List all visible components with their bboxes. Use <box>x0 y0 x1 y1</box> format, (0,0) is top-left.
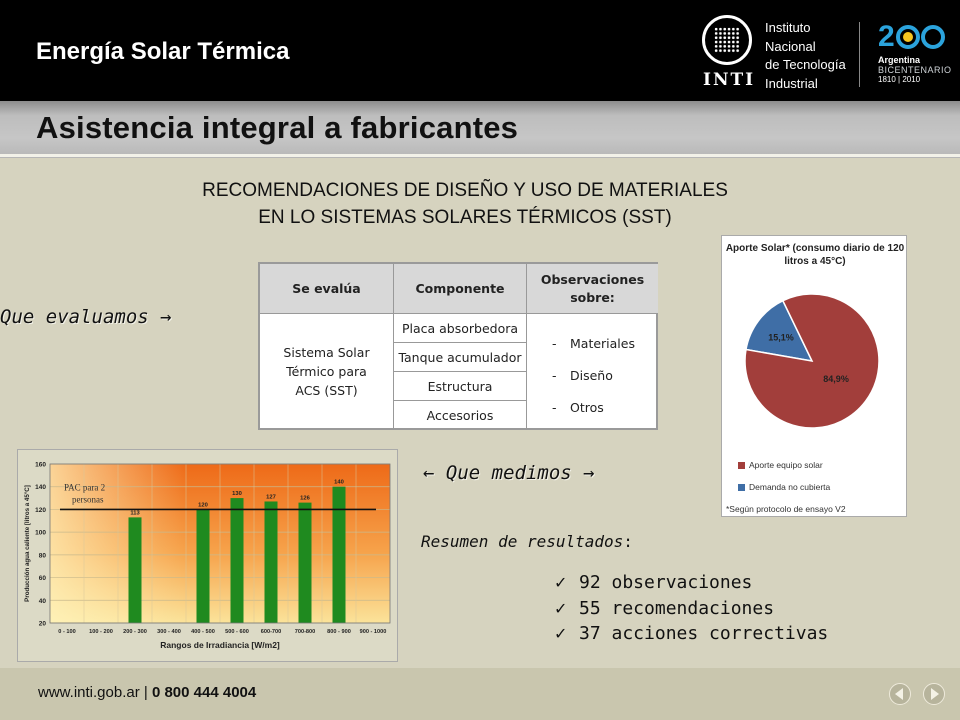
resumen-text: Resumen de resultados <box>421 532 624 551</box>
bar-value-label: 113 <box>130 510 140 517</box>
y-axis-label: Producción agua caliente [litros a 45°C] <box>24 485 31 602</box>
bar-chart-panel <box>17 449 398 662</box>
next-slide-button[interactable] <box>923 683 945 705</box>
bar <box>299 503 312 623</box>
institute-line: de Tecnología <box>765 57 846 72</box>
footer-phone: 0 800 444 4004 <box>151 684 257 701</box>
table-header: Observaciones sobre: <box>527 264 658 314</box>
table-header: Componente <box>394 264 527 314</box>
x-tick-label: 200 - 300 <box>123 629 147 635</box>
x-axis-label: Rangos de Irradiancia [W/m2] <box>160 640 280 650</box>
resumen-colon: : <box>623 532 633 551</box>
y-tick-label: 80 <box>38 552 46 560</box>
x-tick-label: 400 - 500 <box>191 629 215 635</box>
x-tick-label: 0 - 100 <box>58 629 76 635</box>
legend-swatch <box>738 462 745 469</box>
y-tick-label: 120 <box>35 506 46 514</box>
bar-value-label: 126 <box>300 495 310 502</box>
pie-legend-item <box>738 460 823 470</box>
x-tick-label: 300 - 400 <box>157 629 181 635</box>
bar-value-label: 127 <box>266 494 276 501</box>
resumen-label <box>421 532 633 551</box>
inti-logo-text: INTI <box>703 70 756 90</box>
y-tick-label: 40 <box>38 597 46 605</box>
institute-line: Instituto <box>765 20 811 35</box>
x-tick-label: 500 - 600 <box>225 629 249 635</box>
table-cell-component: Estructura <box>394 372 527 401</box>
institute-line: Industrial <box>765 75 818 91</box>
heading-line: EN LO SISTEMAS SOLARES TÉRMICOS (SST) <box>258 207 672 228</box>
pie-data-label: 15,1% <box>768 332 794 343</box>
inti-logo-icon <box>702 15 752 65</box>
bicentenario-number-icon: 2 <box>878 22 948 52</box>
checkmark-icon: ✓ <box>554 573 568 592</box>
reference-line-label: personas <box>72 494 104 505</box>
bar <box>333 487 346 623</box>
bar-chart <box>18 450 397 661</box>
x-tick-label: 800 - 900 <box>327 629 351 635</box>
footer-url: www.inti.gob.ar <box>38 684 140 701</box>
table-cell-component: Placa absorbedora <box>394 314 527 343</box>
section-heading <box>100 177 830 231</box>
y-tick-label: 100 <box>35 529 46 537</box>
legend-swatch <box>738 484 745 491</box>
reference-line-label: PAC para 2 <box>64 482 106 493</box>
bar-value-label: 130 <box>232 491 242 498</box>
checkmark-icon: ✓ <box>554 624 568 643</box>
bar-value-label: 120 <box>198 502 208 509</box>
bicentenario-line: Argentina <box>878 55 921 65</box>
bar-value-label: 140 <box>334 479 344 486</box>
header-divider <box>859 22 860 87</box>
bar <box>231 498 244 623</box>
observations-list <box>552 328 635 424</box>
y-tick-label: 60 <box>38 575 46 583</box>
footer-contact <box>38 684 256 701</box>
bicentenario-line: BICENTENARIO <box>878 65 952 75</box>
x-tick-label: 600-700 <box>260 629 282 635</box>
legend-label: Aporte equipo solar <box>749 460 823 470</box>
checklist-item <box>554 570 828 596</box>
pie-chart <box>722 276 908 476</box>
pie-chart-title: Aporte Solar* (consumo diario de 120 litros a 45°C) <box>725 243 905 267</box>
observation-item: - Otros <box>552 400 604 415</box>
evaluation-table <box>258 262 658 430</box>
table-cell-component: Tanque acumulador <box>394 343 527 372</box>
slide-title: Asistencia integral a fabricantes <box>36 110 519 145</box>
bicentenario-logo <box>878 20 952 92</box>
bar <box>129 517 142 623</box>
table-cell-component: Accesorios <box>394 401 527 430</box>
observation-item: - Materiales <box>552 336 635 351</box>
que-medimos-label: ← Que medimos → <box>423 462 595 484</box>
pie-chart-panel <box>721 235 907 517</box>
legend-label: Demanda no cubierta <box>749 482 831 492</box>
y-tick-label: 140 <box>35 484 46 492</box>
presentation-title: Energía Solar Térmica <box>36 38 290 65</box>
heading-line: RECOMENDACIONES DE DISEÑO Y USO DE MATERIALES <box>202 180 728 201</box>
bar <box>197 509 210 623</box>
x-tick-label: 100 - 200 <box>89 629 113 635</box>
que-evaluamos-label: Que evaluamos → <box>0 306 172 328</box>
table-cell-evaluated: Sistema Solar Térmico para ACS (SST) <box>260 314 394 430</box>
bicentenario-line: 1810 | 2010 <box>878 75 921 84</box>
checklist-item <box>554 596 828 622</box>
pie-legend-item <box>738 482 830 492</box>
x-tick-label: 900 - 1000 <box>359 629 387 635</box>
y-tick-label: 20 <box>38 620 46 628</box>
footer-separator: | <box>139 684 152 701</box>
checklist-text: 37 acciones correctivas <box>579 623 829 644</box>
institute-name <box>765 19 846 93</box>
institute-line: Nacional <box>765 38 816 54</box>
checklist-text: 55 recomendaciones <box>579 597 775 619</box>
observation-item: - Diseño <box>552 368 613 383</box>
bar <box>265 501 278 623</box>
checklist-item <box>554 621 828 647</box>
checkmark-icon: ✓ <box>554 598 568 618</box>
y-tick-label: 160 <box>35 461 46 469</box>
results-checklist <box>554 570 828 647</box>
table-header: Se evalúa <box>260 264 394 314</box>
pie-data-label: 84,9% <box>823 374 849 385</box>
band-divider <box>0 154 960 157</box>
previous-slide-button[interactable] <box>889 683 911 705</box>
checklist-text: 92 observaciones <box>579 572 753 593</box>
pie-footnote: *Según protocolo de ensayo V2 <box>726 504 846 514</box>
x-tick-label: 700-800 <box>294 629 316 635</box>
